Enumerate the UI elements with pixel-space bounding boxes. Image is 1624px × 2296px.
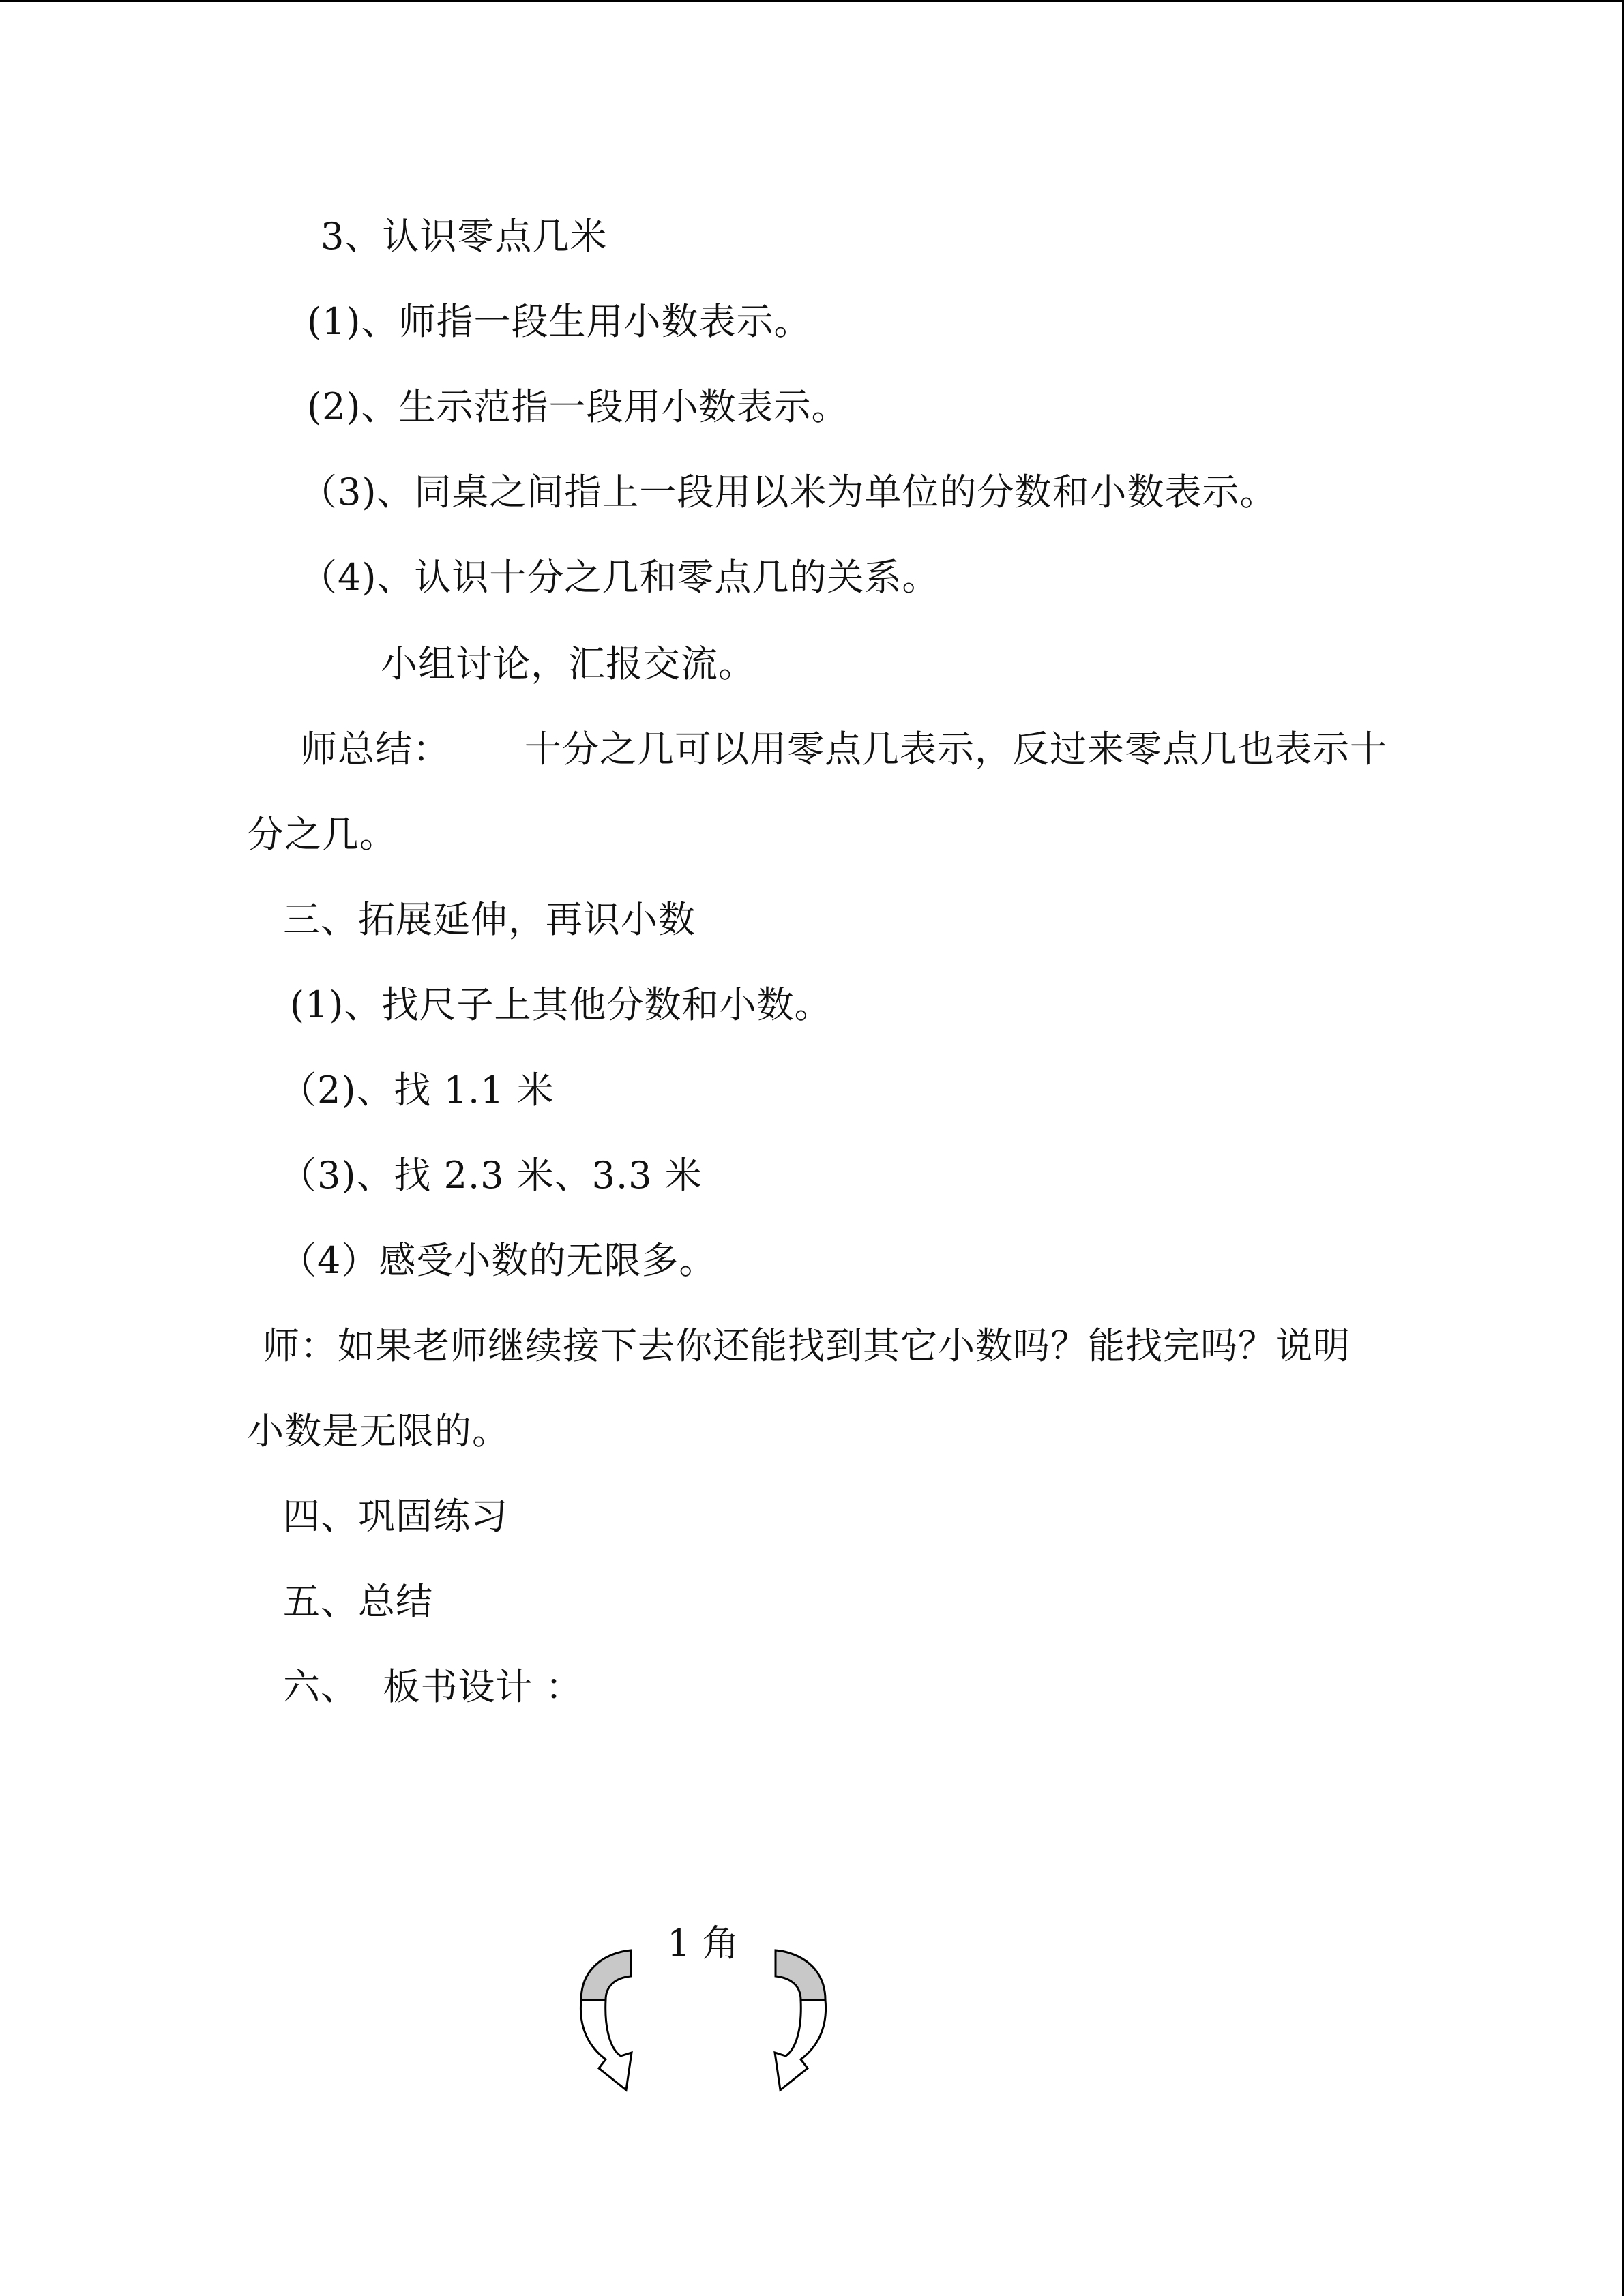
heading-3-recognize-decimal-meters: 3、认识零点几米	[321, 215, 608, 258]
section-3-step-4: （4）感受小数的无限多。	[280, 1239, 717, 1282]
step-4-line: （4)、认识十分之几和零点几的关系。	[300, 556, 940, 599]
curved-arrow-left-icon	[566, 1947, 641, 2104]
page-top-border	[0, 0, 1624, 2]
section-3-step-1: (1)、找尺子上其他分数和小数。	[290, 983, 832, 1026]
teacher-question-continuation: 小数是无限的。	[247, 1410, 510, 1452]
step-2-line: (2)、生示范指一段用小数表示。	[307, 385, 849, 428]
step-3-line: （3)、同桌之间指上一段用以米为单位的分数和小数表示。	[300, 471, 1278, 513]
teacher-summary-line: 师总结： 十分之几可以用零点几表示，反过来零点几也表示十	[300, 728, 1387, 771]
section-6-heading: 六、 板书设计 ：	[283, 1665, 583, 1708]
section-3-heading: 三、拓展延伸，再识小数	[283, 898, 696, 941]
section-4-heading: 四、巩固练习	[283, 1495, 508, 1538]
curved-arrow-right-icon	[765, 1947, 840, 2104]
step-1-line: (1)、师指一段生用小数表示。	[307, 300, 812, 343]
teacher-question-line: 师：如果老师继续接下去你还能找到其它小数吗？能找完吗？说明	[263, 1324, 1350, 1367]
group-discussion-line: 小组讨论，汇报交流。	[381, 642, 756, 685]
section-3-step-2: （2)、找 1.1 米	[280, 1069, 555, 1112]
teacher-summary-continuation: 分之几。	[247, 813, 397, 856]
section-5-heading: 五、总结	[283, 1580, 433, 1623]
section-3-step-3: （3)、找 2.3 米、3.3 米	[280, 1154, 703, 1197]
board-label-1-jiao: 1 角	[667, 1922, 739, 1965]
